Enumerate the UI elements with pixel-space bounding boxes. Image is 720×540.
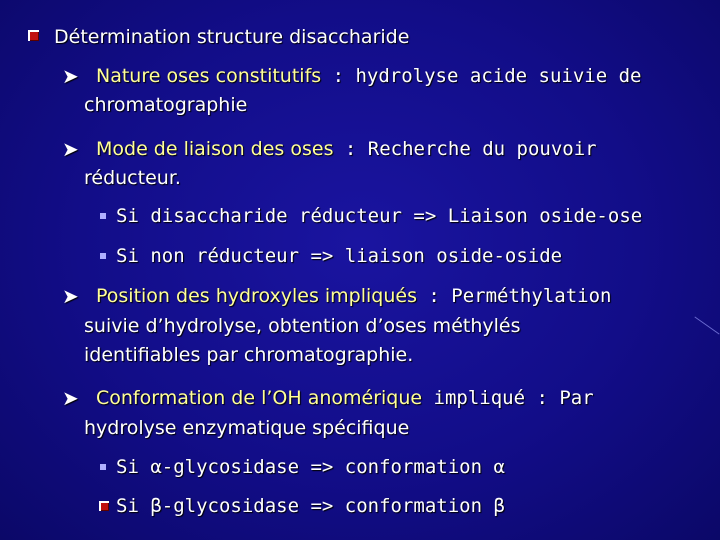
arrowhead-icon: ➤	[62, 137, 79, 161]
arrowhead-icon: ➤	[62, 284, 79, 308]
item-1-cont: chromatographie	[84, 94, 248, 116]
item-4-line	[96, 386, 594, 410]
item-4-label: Conformation de l’OH anomérique	[96, 387, 423, 409]
item-2-sub-2: Si non réducteur => liaison oside-oside	[116, 245, 563, 267]
red-square-icon	[99, 501, 109, 511]
item-1-rest: : hydrolyse acide suivie de	[321, 65, 642, 87]
item-3-cont-1: suivie d’hydrolyse, obtention d’oses méthylés	[84, 315, 521, 337]
small-square-icon	[100, 213, 106, 219]
red-square-icon	[28, 30, 39, 41]
item-1-line	[96, 64, 641, 88]
item-2-line	[96, 137, 597, 161]
item-4-rest: impliqué : Par	[422, 387, 594, 409]
item-4-sub-2: Si β-glycosidase => conformation β	[116, 495, 505, 517]
small-square-icon	[100, 464, 106, 470]
slide-title: Détermination structure disaccharide	[54, 26, 410, 48]
item-3-line	[96, 284, 611, 308]
item-4-sub-1: Si α-glycosidase => conformation α	[116, 456, 505, 478]
item-2-label: Mode de liaison des oses	[96, 138, 334, 160]
item-2-sub-1: Si disaccharide réducteur => Liaison oside-ose	[116, 205, 643, 227]
item-2-rest: : Recherche du pouvoir	[333, 138, 597, 160]
item-2-cont: réducteur.	[84, 167, 181, 189]
item-3-cont-2: identifiables par chromatographie.	[84, 344, 414, 366]
arrowhead-icon: ➤	[62, 64, 79, 88]
item-1-label: Nature oses constitutifs	[96, 65, 322, 87]
item-3-rest: : Perméthylation	[416, 285, 612, 307]
arrowhead-icon: ➤	[62, 386, 79, 410]
item-3-label: Position des hydroxyles impliqués	[96, 285, 417, 307]
decorative-line	[694, 316, 719, 334]
item-4-cont: hydrolyse enzymatique spécifique	[84, 417, 410, 439]
small-square-icon	[100, 253, 106, 259]
